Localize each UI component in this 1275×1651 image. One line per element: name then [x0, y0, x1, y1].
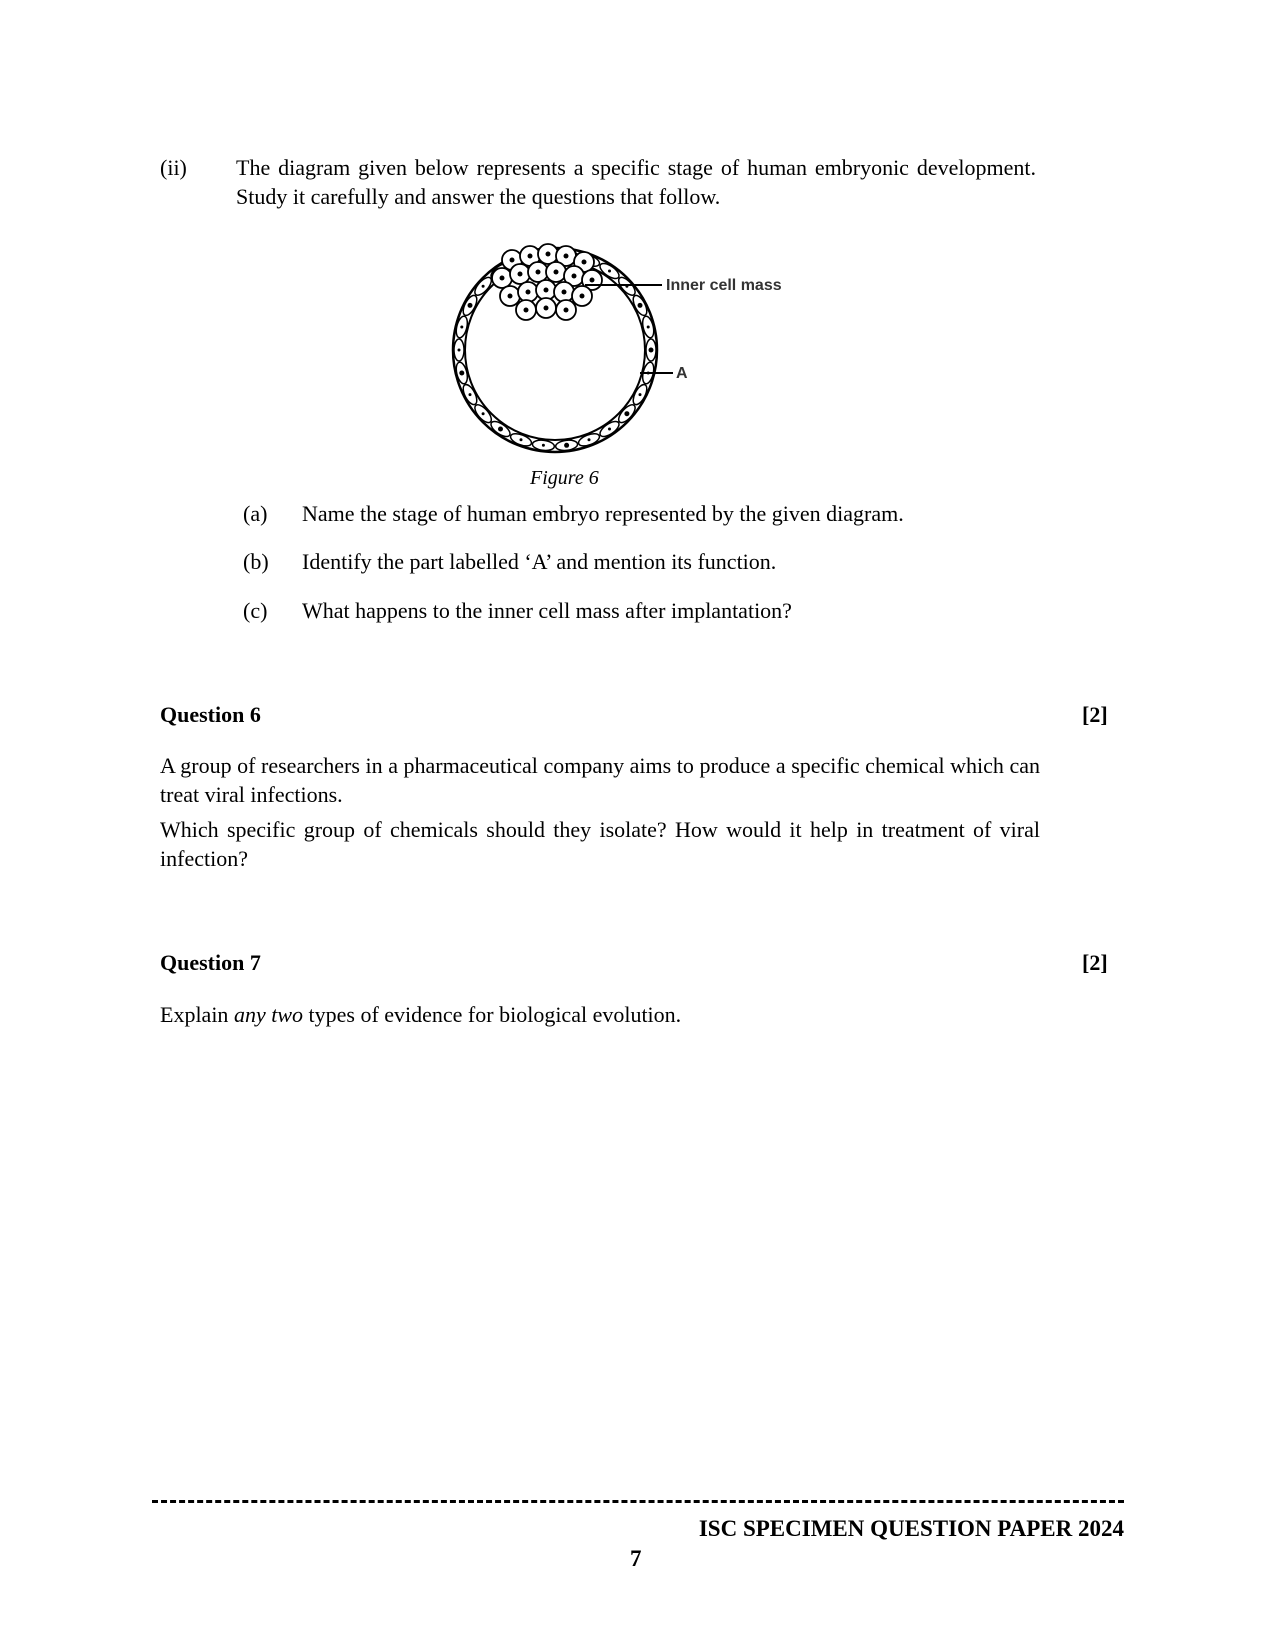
question-6-title: Question 6 — [160, 702, 261, 727]
subquestion-a-text: Name the stage of human embryo represented by the given diagram. — [302, 501, 904, 526]
trophoblast-cell-nucleus — [649, 348, 654, 353]
footer-paper-title: ISC SPECIMEN QUESTION PAPER 2024 — [698, 1516, 1124, 1541]
question-7-text-start: Explain — [160, 1002, 234, 1027]
trophoblast-cell-nucleus — [564, 443, 569, 448]
inner-mass-cell-nucleus — [580, 294, 585, 299]
figure-caption: Figure 6 — [530, 467, 599, 489]
inner-mass-cell-nucleus — [564, 308, 569, 313]
inner-mass-cell-nucleus — [564, 254, 569, 259]
trophoblast-cell-nucleus — [588, 438, 591, 441]
subquestion-c-marker: (c) — [243, 598, 268, 623]
trophoblast-cell-nucleus — [469, 393, 472, 396]
question-6-marks: [2] — [1082, 702, 1108, 727]
inner-mass-cell-nucleus — [562, 290, 567, 295]
inner-mass-cell-nucleus — [544, 288, 549, 293]
trophoblast-cell-nucleus — [468, 303, 473, 308]
trophoblast-cell-nucleus — [460, 326, 463, 329]
inner-mass-cell-nucleus — [510, 258, 515, 263]
inner-mass-cell-nucleus — [582, 260, 587, 265]
trophoblast-cell-nucleus — [458, 349, 461, 352]
trophoblast-cell-nucleus — [647, 326, 650, 329]
blastocyst-figure — [430, 230, 850, 460]
question-7-text-end: types of evidence for biological evolution. — [303, 1002, 682, 1027]
inner-mass-cell-nucleus — [524, 308, 529, 313]
part-intro-text: The diagram given below represents a specific stage of human embryonic development. Study it carefully and answer the questions that follow. — [236, 155, 1036, 209]
blastocyst-diagram — [430, 230, 850, 460]
trophoblast-cell-nucleus — [624, 411, 629, 416]
inner-mass-cell-nucleus — [546, 252, 551, 257]
subquestion-c-text: What happens to the inner cell mass after implantation? — [302, 598, 792, 623]
page-number: 7 — [630, 1546, 642, 1571]
subquestion-a-marker: (a) — [243, 501, 268, 526]
part-a-label: A — [676, 365, 688, 382]
inner-cell-mass-cluster — [492, 244, 602, 320]
question-7-text — [160, 1000, 1040, 1029]
inner-mass-cell-nucleus — [544, 306, 549, 311]
trophoblast-cell-nucleus — [520, 438, 523, 441]
question-7-marks: [2] — [1082, 950, 1108, 975]
inner-mass-cell-nucleus — [572, 274, 577, 279]
inner-mass-cell-nucleus — [590, 278, 595, 283]
trophoblast-cell-nucleus — [639, 393, 642, 396]
subquestion-b-text: Identify the part labelled ‘A’ and mention its function. — [302, 549, 777, 574]
question-6-paragraph-2: Which specific group of chemicals should they isolate? How would it help in treatment of viral infection? — [160, 817, 1040, 871]
trophoblast-cell-nucleus — [482, 412, 485, 415]
inner-mass-cell-nucleus — [536, 270, 541, 275]
footer-dashed-rule — [152, 1500, 1124, 1503]
question-7-text-emphasis: any two — [233, 1002, 303, 1027]
inner-mass-cell-nucleus — [508, 294, 513, 299]
inner-mass-cell-nucleus — [518, 272, 523, 277]
inner-mass-cell-nucleus — [528, 254, 533, 259]
trophoblast-cell-nucleus — [482, 285, 485, 288]
trophoblast-cell-nucleus — [608, 270, 611, 273]
part-marker: (ii) — [160, 155, 187, 180]
trophoblast-cell-nucleus — [498, 427, 503, 432]
subquestion-b-marker: (b) — [243, 549, 269, 574]
inner-mass-cell-nucleus — [554, 270, 559, 275]
trophoblast-cell-nucleus — [542, 444, 545, 447]
question-7-title: Question 7 — [160, 950, 261, 975]
question-6-paragraph-1: A group of researchers in a pharmaceutical company aims to produce a specific chemical which can treat viral infections. — [160, 753, 1040, 807]
inner-mass-cell-nucleus — [500, 276, 505, 281]
inner-mass-cell-nucleus — [526, 290, 531, 295]
trophoblast-cell-nucleus — [459, 371, 464, 376]
trophoblast-cell-nucleus — [608, 428, 611, 431]
trophoblast-cell-nucleus — [638, 303, 643, 308]
inner-cell-mass-label: Inner cell mass — [666, 277, 782, 294]
